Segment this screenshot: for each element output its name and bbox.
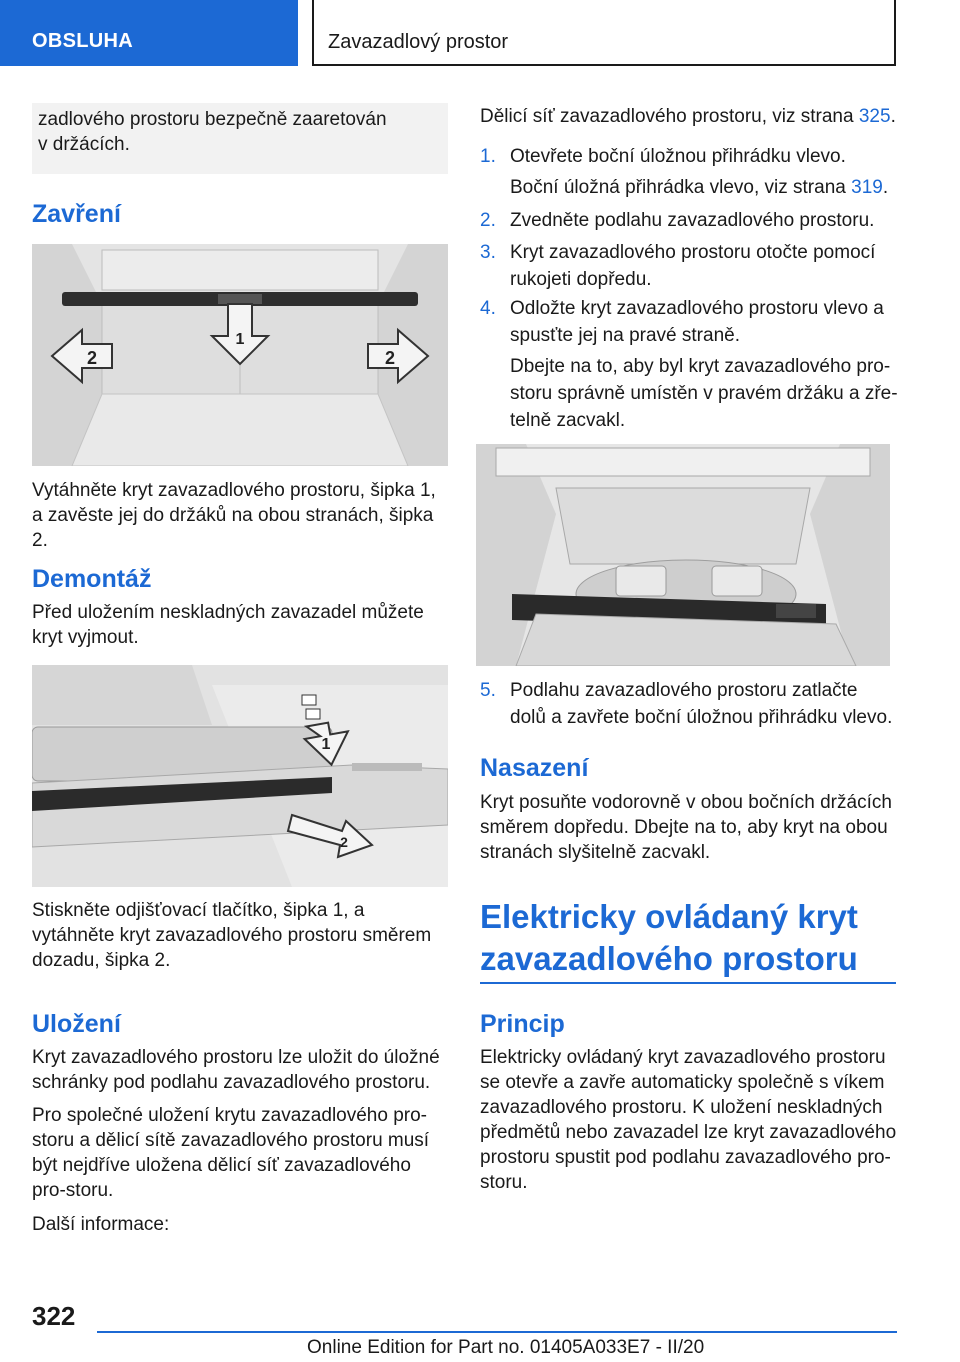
step-text: Kryt zavazadlového prostoru otočte pomocí rukojeti dopředu. — [510, 242, 876, 290]
step-1-reference: Boční úložná přihrádka vlevo, viz strana 319. — [510, 177, 889, 198]
figure-remove-cover — [32, 665, 448, 887]
store-text-2: Pro společné uložení krytu zavazadlového pro-storu a dělicí sítě zavazadlového prostoru musí být nejdříve uložena dělicí síť zavazadlového pro-storu. — [32, 1105, 430, 1201]
fit-text: Kryt posuňte vodorovně v obou bočních držácích směrem dopředu. Dbejte na to, aby kryt na obou stranách slyšitelně zacvakl. — [480, 792, 892, 863]
heading-underline — [480, 982, 896, 984]
close-text: Vytáhněte kryt zavazadlového prostoru, šipka 1, a zavěste jej do držáků na obou stranách, šipka 2. — [32, 480, 436, 551]
intro-line-2: v držácích. — [38, 134, 130, 155]
store-text-3: Další informace: — [32, 1214, 170, 1235]
footer-edition: Online Edition for Part no. 01405A033E7 - II/20 — [307, 1337, 705, 1358]
fig1-label-1: 1 — [235, 331, 245, 348]
step-number: 2. — [480, 210, 496, 231]
heading-remove: Demontáž — [32, 565, 152, 593]
footer-rule — [97, 1331, 897, 1333]
step-text: Odložte kryt zavazadlového prostoru vlevo a spusťte jej na pravé straně. — [510, 298, 884, 346]
heading-electric-cover: Elektricky ovládaný kryt zavazadlového prostoru — [480, 898, 858, 977]
step-4-note: Dbejte na to, aby byl kryt zavazadlového pro-storu správně umístěn v pravém držáku a zře-telně zacvakl. — [510, 356, 898, 431]
figure-close-cover — [32, 244, 448, 466]
figure-store-cover — [476, 444, 890, 666]
principle-text: Elektricky ovládaný kryt zavazadlového prostoru se otevře a zavře automaticky společně s víkem zavazadlového prostoru. K uložení neskladných předmětů nebo zavazadel lze kryt zavazadlového prostoru spustit pod podlahu zavazadlového pro-storu. — [480, 1047, 897, 1193]
step-text: Zvedněte podlahu zavazadlového prostoru. — [510, 210, 875, 231]
fig2-label-1: 1 — [321, 736, 331, 753]
figure-close-illustration — [32, 244, 448, 466]
step-number: 5. — [480, 680, 496, 701]
fig1-label-2b: 2 — [384, 348, 396, 368]
step-number: 4. — [480, 298, 496, 319]
net-reference-text: Dělicí síť zavazadlového prostoru, viz strana — [480, 106, 859, 127]
page-number: 322 — [32, 1301, 76, 1331]
heading-fit: Nasazení — [480, 754, 589, 782]
heading-principle: Princip — [480, 1010, 565, 1038]
remove-text: Stiskněte odjišťovací tlačítko, šipka 1, a vytáhněte kryt zavazadlového prostoru směrem dozadu, šipka 2. — [32, 900, 432, 971]
store-text-1: Kryt zavazadlového prostoru lze uložit do úložné schránky pod podlahu zavazadlového prostoru. — [32, 1047, 440, 1093]
step-text: Otevřete boční úložnou přihrádku vlevo. — [510, 146, 846, 167]
step-1-reference-link[interactable]: 319 — [851, 177, 883, 198]
section-tab: OBSLUHA — [0, 0, 298, 66]
remove-intro: Před uložením neskladných zavazadel můžete kryt vyjmout. — [32, 602, 424, 648]
fig1-label-2a: 2 — [86, 348, 98, 368]
continued-text-box — [32, 103, 448, 174]
step-number: 3. — [480, 242, 496, 263]
heading-close: Zavření — [32, 200, 121, 228]
page-title: Zavazadlový prostor — [312, 0, 896, 66]
step-number: 1. — [480, 146, 496, 167]
net-reference-link[interactable]: 325 — [858, 106, 891, 127]
net-reference: Dělicí síť zavazadlového prostoru, viz strana 325. — [480, 106, 896, 127]
step-text: Podlahu zavazadlového prostoru zatlačte dolů a zavřete boční úložnou přihrádku vlevo. — [510, 680, 893, 728]
heading-store: Uložení — [32, 1010, 121, 1038]
step-1-reference-text: Boční úložná přihrádka vlevo, viz strana — [510, 177, 852, 198]
fig2-label-2: 2 — [340, 834, 348, 850]
figure-remove-illustration — [32, 665, 448, 887]
intro-line-1: zadlového prostoru bezpečně zaaretován — [38, 109, 387, 130]
figure-store-illustration — [476, 444, 890, 666]
